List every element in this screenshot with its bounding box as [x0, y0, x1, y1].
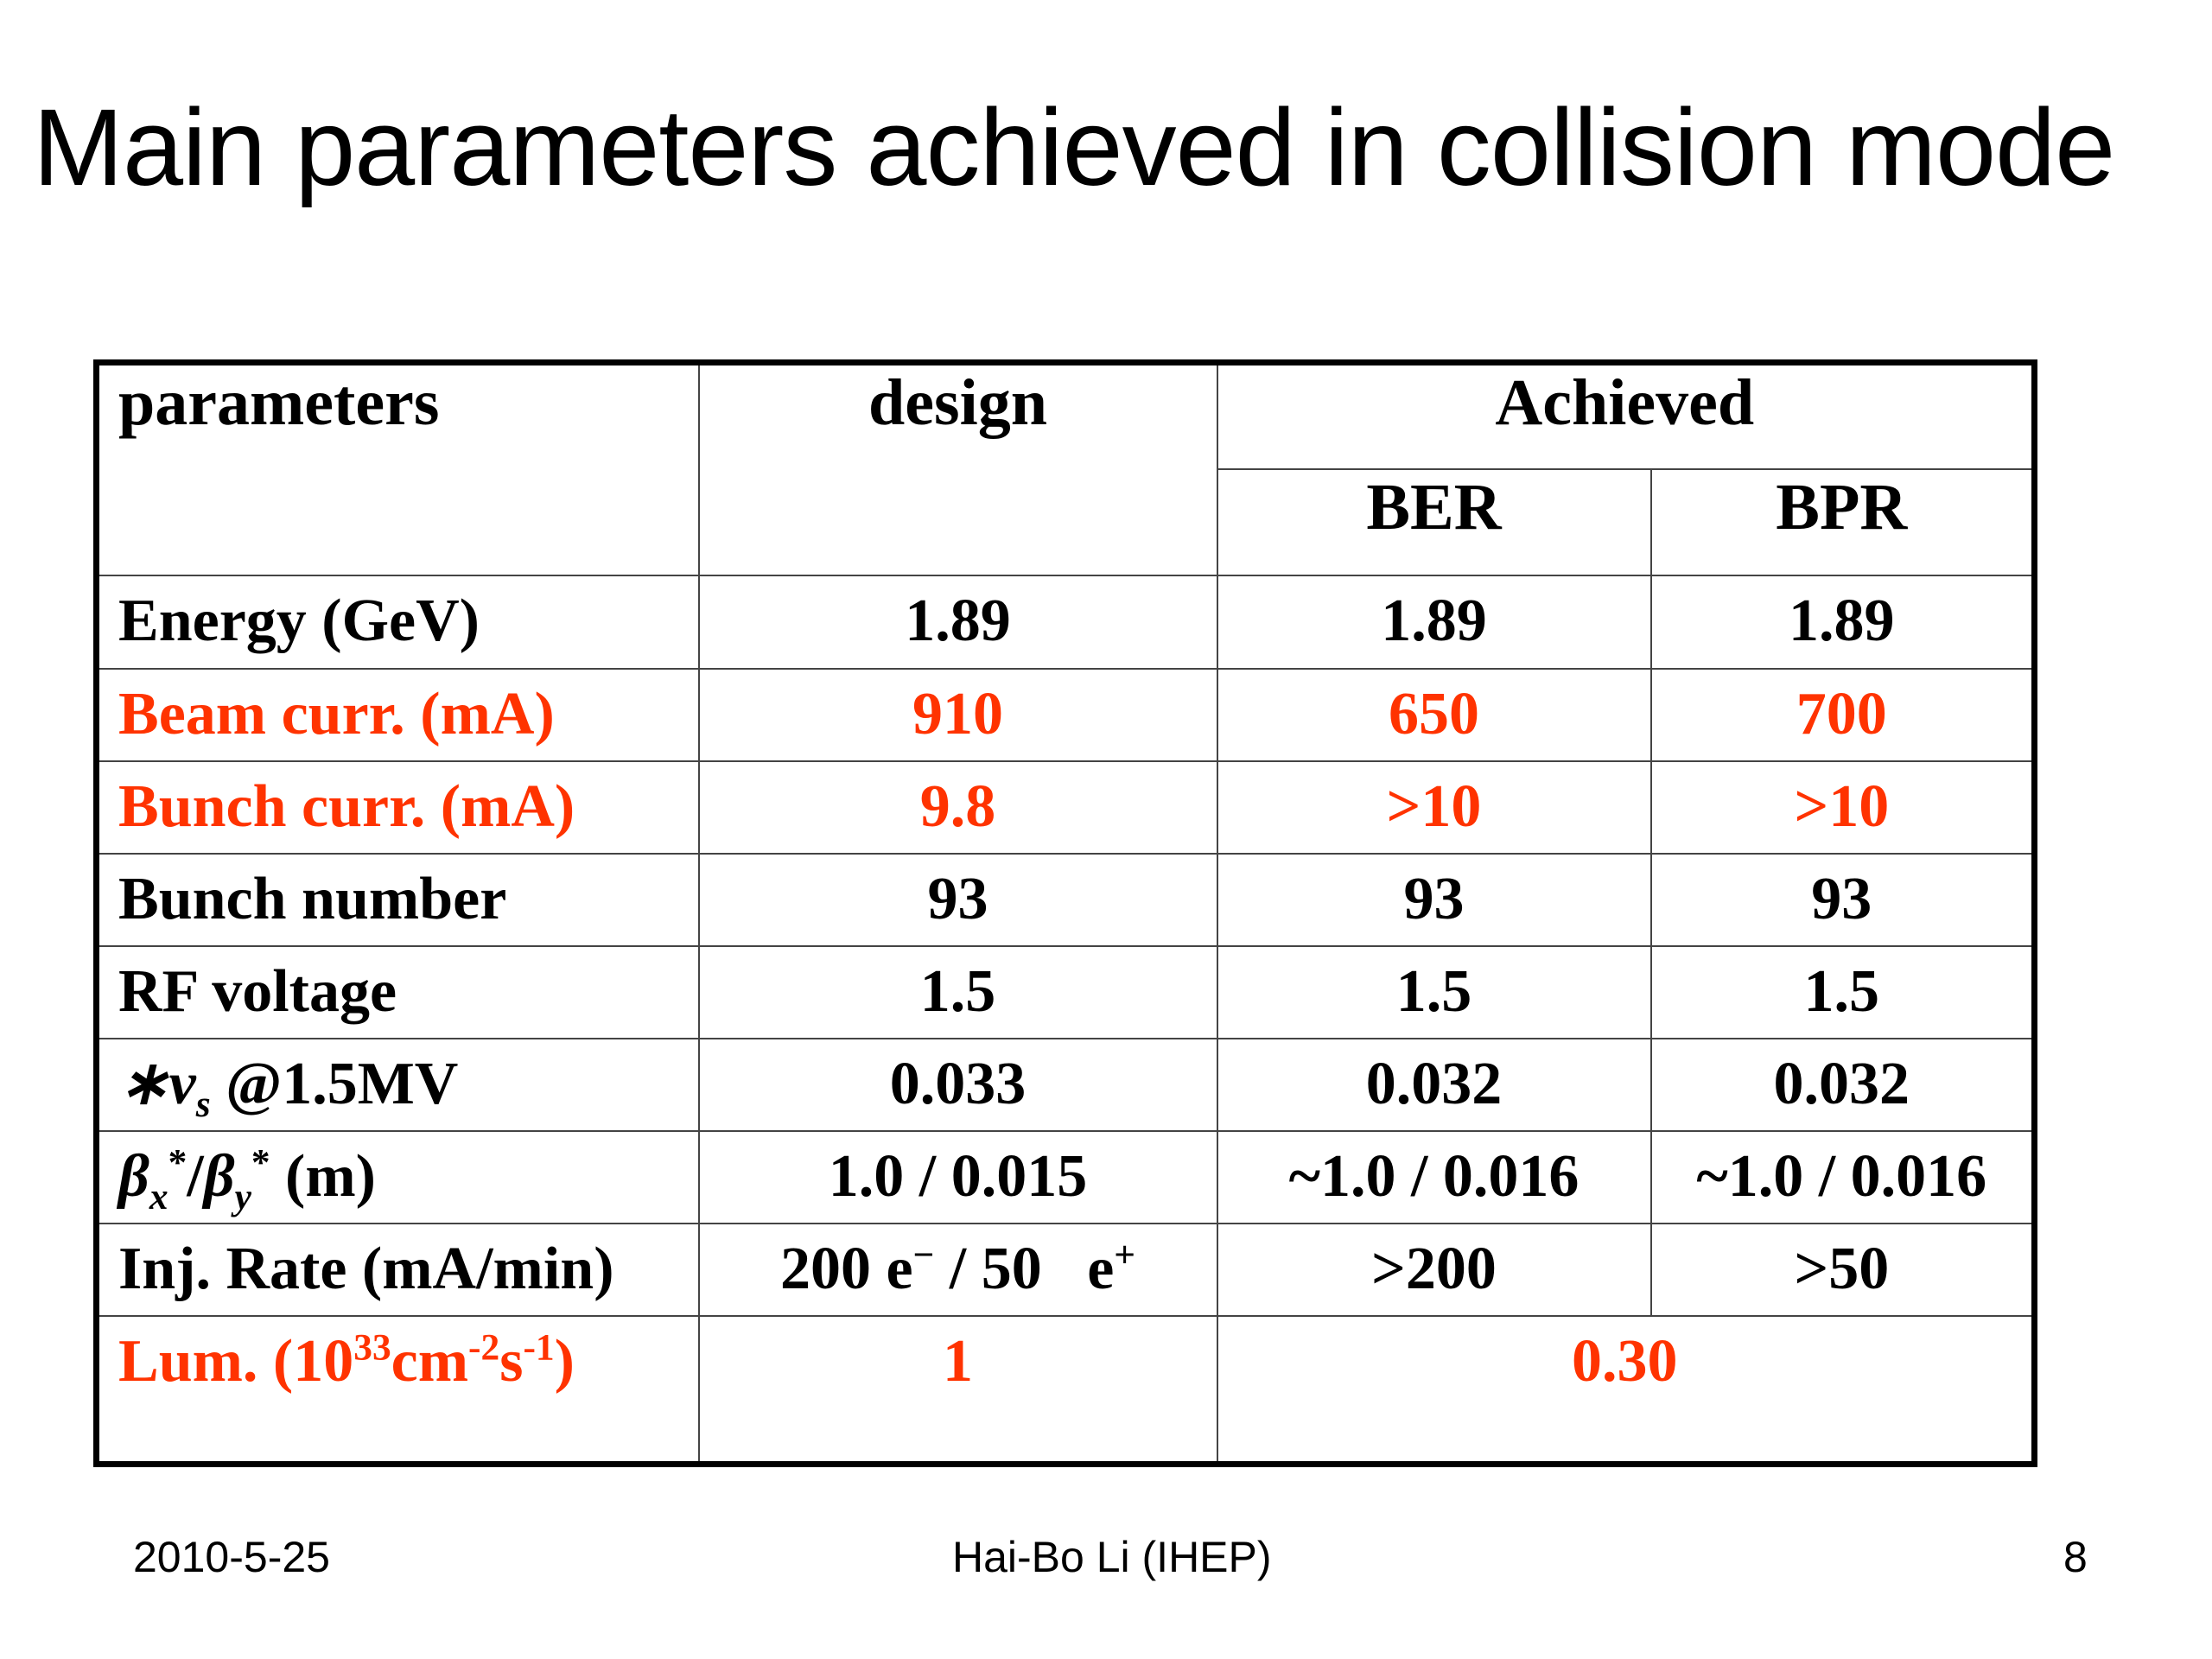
row-label: Bunch curr. (mA): [97, 761, 699, 854]
parameters-table: [93, 359, 2037, 1467]
lum-label-a: Lum. (10: [118, 1327, 354, 1395]
cell-design: [699, 1224, 1217, 1316]
table-row: [97, 1224, 2035, 1316]
row-label: Beam curr. (mA): [97, 669, 699, 761]
cell-design: 9.8: [699, 761, 1217, 854]
cell-bpr: >50: [1651, 1224, 2035, 1316]
cell-bpr: 0.032: [1651, 1039, 2035, 1131]
header-bpr: BPR: [1651, 469, 2035, 575]
cell-bpr: ~1.0 / 0.016: [1651, 1131, 2035, 1224]
beta-x-superscript: *: [168, 1141, 188, 1184]
header-design: design: [699, 363, 1217, 575]
table-row: [97, 946, 2035, 1039]
lum-label-cm: cm: [391, 1327, 469, 1395]
footer-page-number: 8: [2063, 1533, 2088, 1581]
cell-design: 1.89: [699, 575, 1217, 669]
cell-ber: 93: [1217, 854, 1651, 946]
footer-date: 2010-5-25: [133, 1533, 330, 1581]
table-row: [97, 1039, 2035, 1131]
cell-ber: 1.89: [1217, 575, 1651, 669]
table-row: [97, 669, 2035, 761]
lum-label-s: s: [499, 1327, 524, 1395]
lum-sup-33: 33: [353, 1326, 391, 1369]
lum-sup-minus2: -2: [468, 1326, 500, 1369]
beta-x-symbol: β: [118, 1142, 149, 1210]
cell-design: 1: [699, 1316, 1217, 1465]
cell-ber: 650: [1217, 669, 1651, 761]
header-ber: BER: [1217, 469, 1651, 575]
beta-unit: (m): [285, 1142, 376, 1210]
cell-bpr: 1.89: [1651, 575, 2035, 669]
slide-title: Main parameters achieved in collision mode: [33, 86, 2115, 208]
cell-ber: >10: [1217, 761, 1651, 854]
cell-achieved: 0.30: [1217, 1316, 2035, 1465]
table-row: [97, 854, 2035, 946]
table-row: [97, 1131, 2035, 1224]
inj-slash-value: / 50: [934, 1235, 1042, 1302]
cell-ber: 1.5: [1217, 946, 1651, 1039]
inj-positron-sup: +: [1114, 1234, 1136, 1276]
cell-bpr: 1.5: [1651, 946, 2035, 1039]
cell-design: 1.5: [699, 946, 1217, 1039]
beta-x-subscript: x: [149, 1175, 168, 1217]
beta-y-symbol: β: [203, 1142, 235, 1210]
table-row: [97, 1316, 2035, 1465]
beta-y-superscript: *: [251, 1141, 270, 1184]
cell-design: 910: [699, 669, 1217, 761]
cell-bpr: 93: [1651, 854, 2035, 946]
row-label: Energy (GeV): [97, 575, 699, 669]
nu-s-symbol: ∗ν: [118, 1050, 196, 1117]
inj-electron-sup: −: [912, 1234, 935, 1276]
row-label: Inj. Rate (mA/min): [97, 1224, 699, 1316]
row-label: RF voltage: [97, 946, 699, 1039]
table-row: [97, 575, 2035, 669]
header-achieved: Achieved: [1217, 363, 2035, 469]
cell-bpr: 700: [1651, 669, 2035, 761]
inj-electron: 200 e: [779, 1235, 913, 1302]
lum-label-close: ): [554, 1327, 575, 1395]
header-parameters: parameters: [97, 363, 699, 575]
cell-design: 1.0 / 0.015: [699, 1131, 1217, 1224]
footer-author: Hai-Bo Li (IHEP): [952, 1533, 1272, 1581]
cell-ber: ~1.0 / 0.016: [1217, 1131, 1651, 1224]
cell-ber: 0.032: [1217, 1039, 1651, 1131]
lum-sup-minus1: -1: [523, 1326, 555, 1369]
row-label: [97, 1131, 699, 1224]
row-label: Bunch number: [97, 854, 699, 946]
table-row: [97, 761, 2035, 854]
beta-y-subscript: y: [234, 1175, 251, 1217]
row-label: [97, 1039, 699, 1131]
inj-positron: e: [1087, 1235, 1115, 1302]
cell-design: 93: [699, 854, 1217, 946]
row-label: [97, 1316, 699, 1465]
table-header-row: [97, 363, 2035, 469]
cell-bpr: >10: [1651, 761, 2035, 854]
cell-ber: >200: [1217, 1224, 1651, 1316]
nu-s-subscript: s: [195, 1083, 211, 1125]
nu-s-condition: @1.5MV: [226, 1050, 459, 1117]
beta-slash: /: [187, 1142, 204, 1210]
cell-design: 0.033: [699, 1039, 1217, 1131]
